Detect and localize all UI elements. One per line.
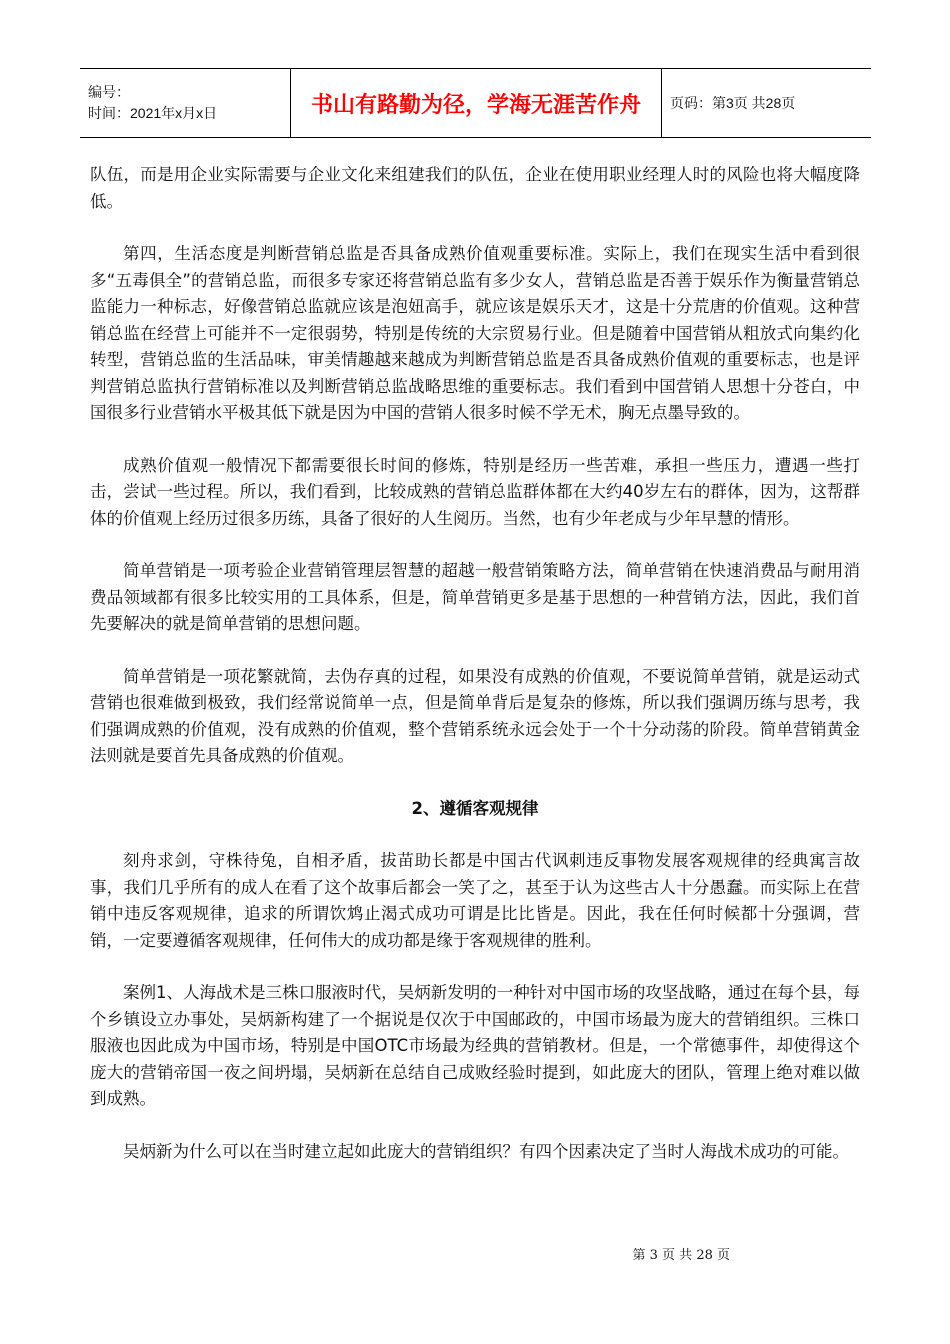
header-motto-cell bbox=[290, 69, 662, 137]
page-footer bbox=[0, 1244, 950, 1263]
body-paragraph: 简单营销是一项花繁就简，去伪存真的过程，如果没有成熟的价值观，不要说简单营销，就是运动式营销也很难做到极致，我们经常说简单一点，但是简单背后是复杂的修炼，所以我们强调历练与思考，我们强调成熟的价值观，没有成熟的价值观，整个营销系统永远会处于一个十分动荡的阶段。简单营销黄金法则就是要首先具备成熟的价值观。 bbox=[90, 666, 860, 765]
body-paragraph: 队伍，而是用企业实际需要与企业文化来组建我们的队伍，企业在使用职业经理人时的风险也将大幅度降低。 bbox=[90, 165, 860, 211]
document-body bbox=[90, 162, 860, 1191]
body-paragraph: 成熟价值观一般情况下都需要很长时间的修炼，特别是经历一些苦难，承担一些压力，遭遇一些打击，尝试一些过程。所以，我们看到，比较成熟的营销总监群体都在大约40岁左右的群体，因为，这帮群体的价值观上经历过很多历练，具备了很好的人生阅历。当然，也有少年老成与少年早慧的情形。 bbox=[90, 455, 860, 528]
body-paragraph: 第四，生活态度是判断营销总监是否具备成熟价值观重要标准。实际上，我们在现实生活中看到很多“五毒俱全”的营销总监，而很多专家还将营销总监有多少女人，营销总监是否善于娱乐作为衡量营销总监能力一种标志，好像营销总监就应该是泡妞高手，就应该是娱乐天才，这是十分荒唐的价值观。这种营销总监在经营上可能并不一定很弱势，特别是传统的大宗贸易行业。但是随着中国营销从粗放式向集约化转型，营销总监的生活品味，审美情趣越来越成为判断营销总监是否具备成熟价值观的重要标志，也是评判营销总监执行营销标准以及判断营销总监战略思维的重要标志。我们看到中国营销人思想十分苍白，中国很多行业营销水平极其低下就是因为中国的营销人很多时候不学无术，胸无点墨导致的。 bbox=[90, 244, 860, 422]
section-heading: 2、遵循客观规律 bbox=[411, 798, 539, 818]
body-paragraph: 吴炳新为什么可以在当时建立起如此庞大的营销组织？有四个因素决定了当时人海战术成功的可能。 bbox=[123, 1141, 849, 1161]
footer-page-number: 第 3 页 共 28 页 bbox=[632, 1248, 730, 1263]
header-page-number: 页码：第3页 共28页 bbox=[670, 95, 796, 111]
body-paragraph: 刻舟求剑，守株待兔，自相矛盾，拔苗助长都是中国古代讽刺违反事物发展客观规律的经典寓言故事，我们几乎所有的成人在看了这个故事后都会一笑了之，甚至于认为这些古人十分愚蠢。而实际上在营销中违反客观规律，追求的所谓饮鸩止渴式成功可谓是比比皆是。因此，我在任何时候都十分强调，营销，一定要遵循客观规律，任何伟大的成功都是缘于客观规律的胜利。 bbox=[90, 851, 860, 950]
document-date: 时间：2021年x月x日 bbox=[88, 105, 218, 121]
header-page-cell bbox=[662, 69, 871, 137]
header-meta bbox=[80, 69, 290, 137]
body-paragraph: 简单营销是一项考验企业营销管理层智慧的超越一般营销策略方法，简单营销在快速消费品与耐用消费品领域都有很多比较实用的工具体系，但是，简单营销更多是基于思想的一种营销方法，因此，我们首先要解决的就是简单营销的思想问题。 bbox=[90, 561, 860, 633]
document-number-label: 编号： bbox=[88, 84, 130, 100]
page-header bbox=[80, 68, 871, 138]
header-motto: 书山有路勤为径，学海无涯苦作舟 bbox=[310, 92, 641, 118]
body-paragraph: 案例1、人海战术是三株口服液时代，吴炳新发明的一种针对中国市场的攻坚战略，通过在每个县，每个乡镇设立办事处，吴炳新构建了一个据说是仅次于中国邮政的，中国市场最为庞大的营销组织。三株口服液也因此成为中国市场，特别是中国OTC市场最为经典的营销教材。但是，一个常德事件，却使得这个庞大的营销帝国一夜之间坍塌，吴炳新在总结自己成败经验时提到，如此庞大的团队，管理上绝对难以做到成熟。 bbox=[90, 983, 860, 1108]
